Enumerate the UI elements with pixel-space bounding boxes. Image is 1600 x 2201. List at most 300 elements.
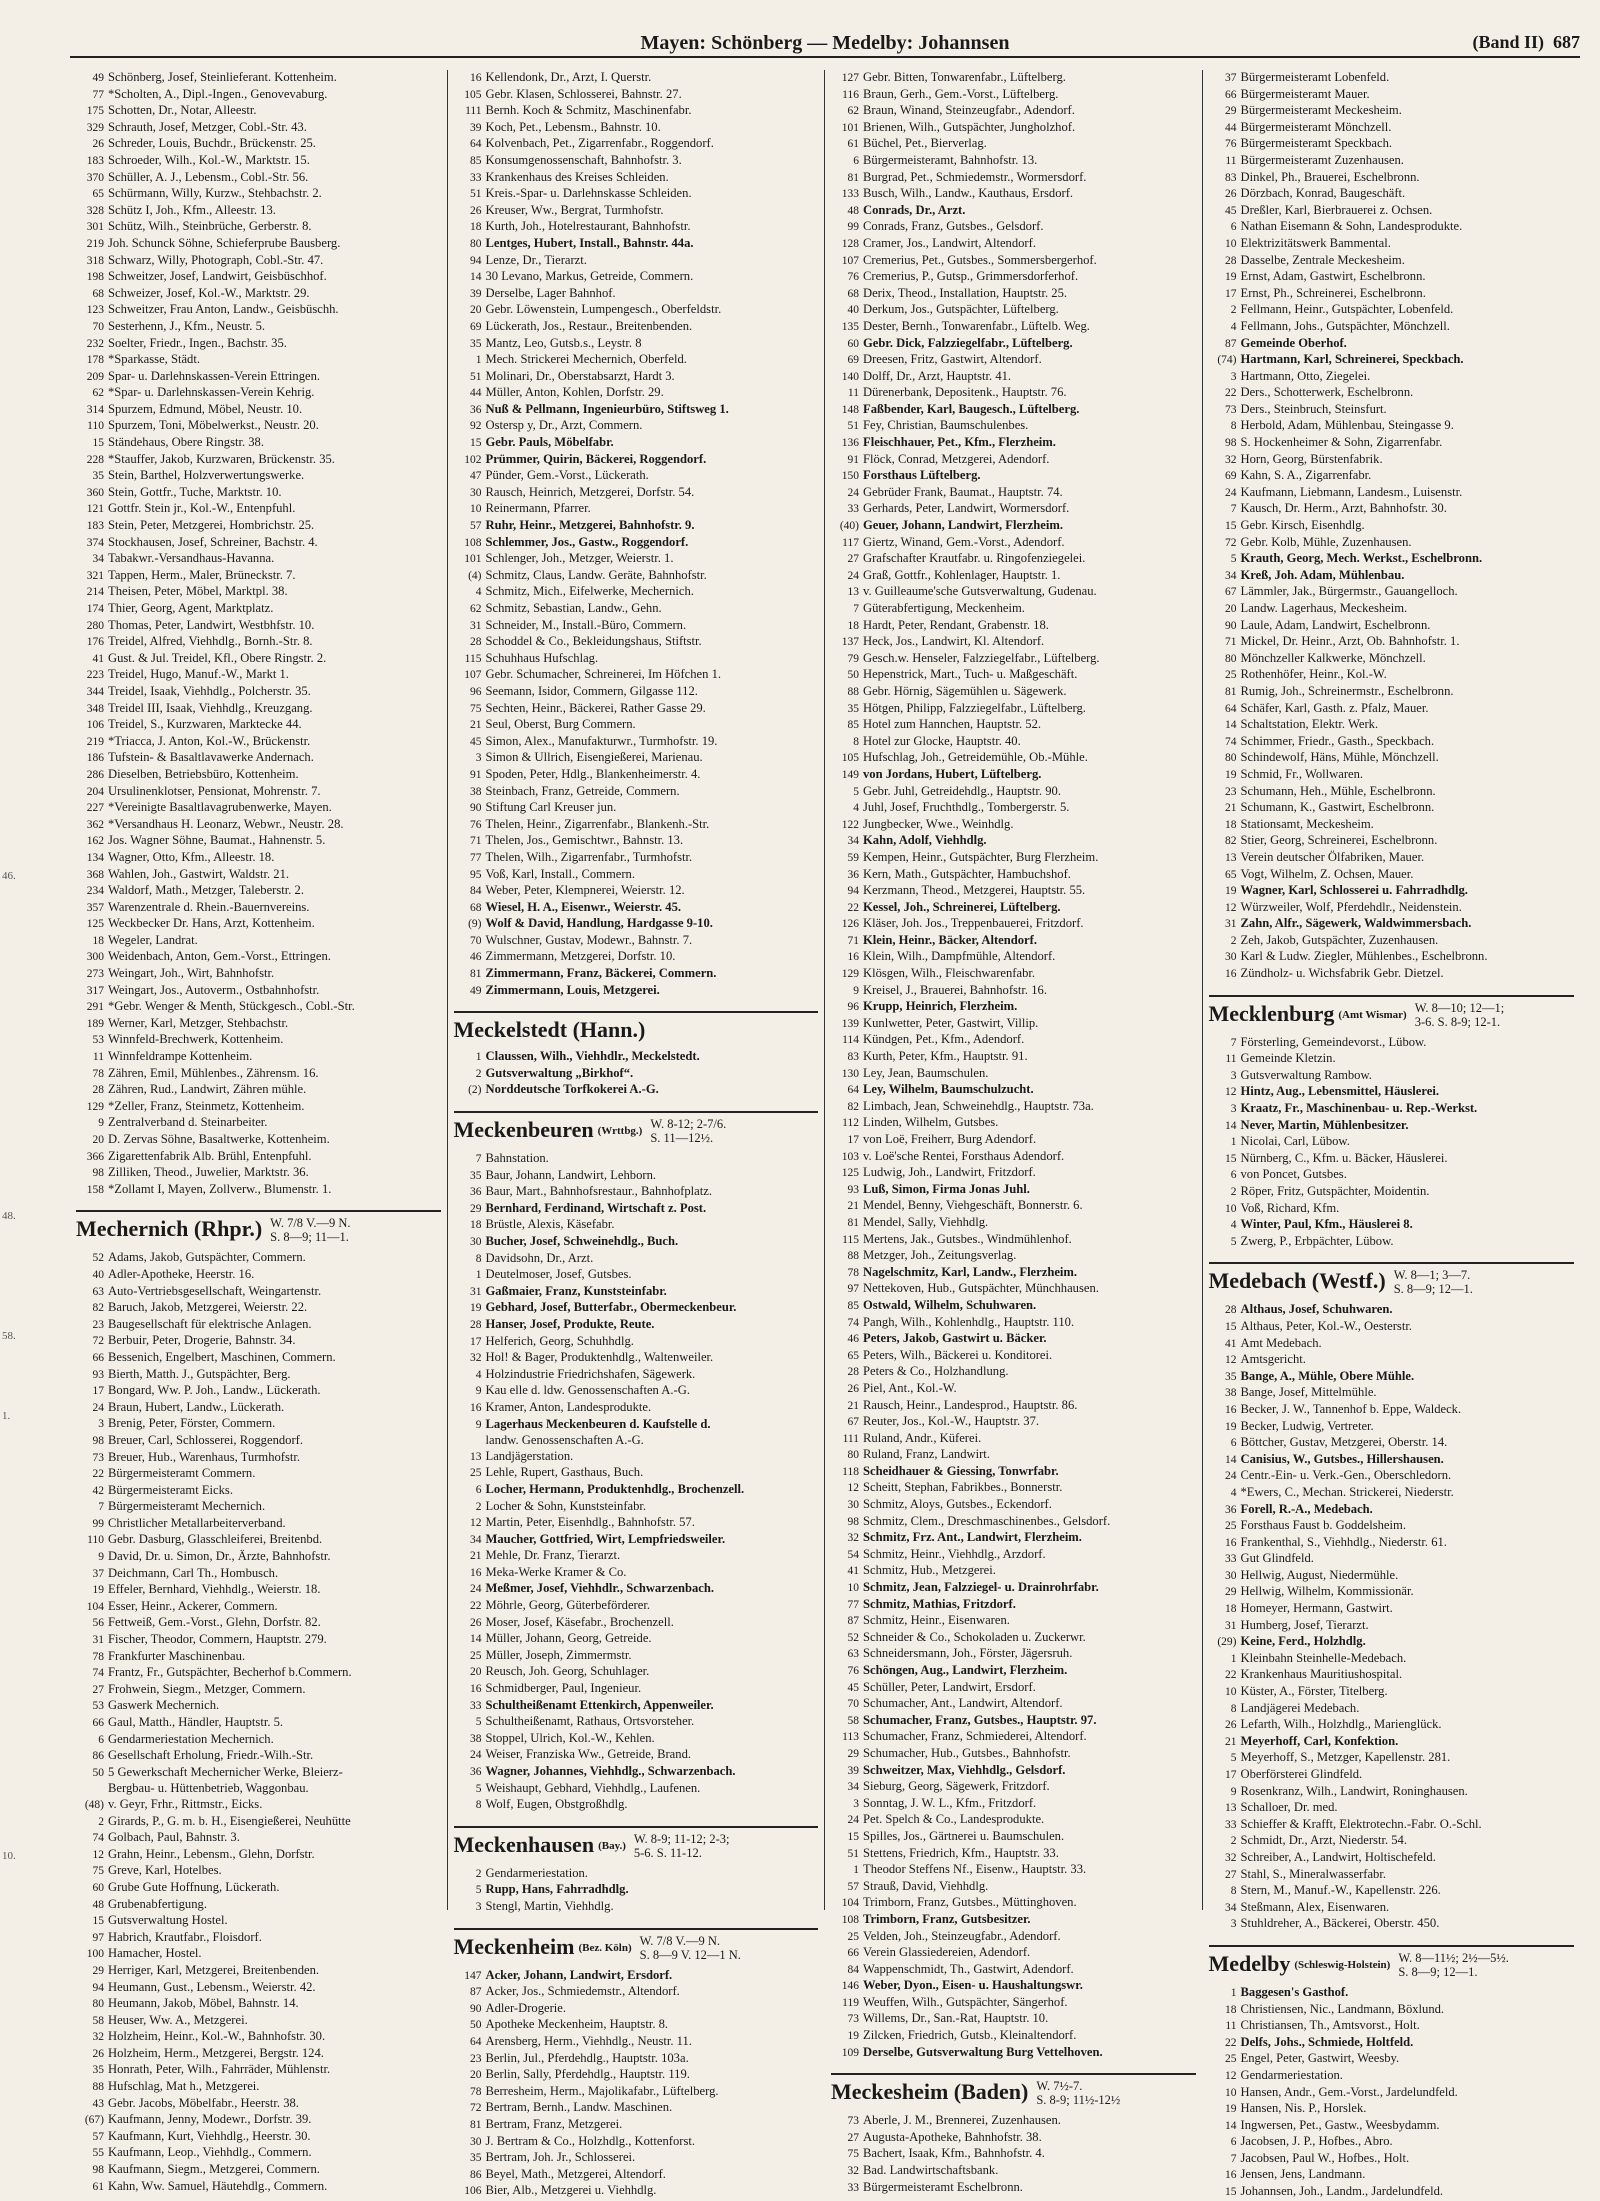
subscriber-name: Schaltstation, Elektr. Werk. (1240, 717, 1379, 732)
directory-entry (1209, 402, 1575, 419)
phone-number: 78 (847, 1266, 859, 1279)
subscriber-name: Gutsverwaltung „Birkhof“. (485, 1065, 634, 1080)
phone-number: 34 (847, 1781, 859, 1794)
subscriber-name: Sesterhenn, J., Kfm., Neustr. 5. (108, 318, 266, 333)
subscriber-name: Hellwig, August, Niedermühle. (1240, 1567, 1399, 1582)
phone-number: 40 (847, 304, 859, 317)
directory-entry (454, 1367, 819, 1384)
phone-number: 1 (475, 1051, 482, 1064)
subscriber-name: Bürgermeisteramt Speckbach. (1240, 136, 1393, 151)
phone-number: 74 (92, 1832, 104, 1845)
subscriber-name: Martin, Peter, Eisenhdlg., Bahnhofstr. 57. (485, 1515, 695, 1530)
phone-number: 38 (470, 785, 482, 798)
subscriber-name: Juhl, Josef, Fruchthdlg., Tombergerstr. 5. (863, 800, 1070, 815)
directory-entry (1209, 136, 1575, 153)
subscriber-name: Honrath, Peter, Wilh., Fahrräder, Mühlenstr. (108, 2062, 331, 2077)
subscriber-name: Schneider, M., Install.-Büro, Commern. (485, 617, 687, 632)
directory-entry (76, 1682, 441, 1699)
subscriber-name: Claussen, Wilh., Viehhdlr., Meckelstedt. (485, 1049, 700, 1064)
subscriber-name: Möhrle, Georg, Güterbeförderer. (485, 1598, 650, 1613)
phone-number: 16 (470, 1401, 482, 1414)
subscriber-name: Bürgermeisteramt Lobenfeld. (1240, 70, 1390, 84)
location-region: (Schleswig-Holstein) (1294, 1958, 1391, 1971)
directory-entry (831, 1945, 1196, 1962)
subscriber-name: Esser, Heinr., Ackerer, Commern. (108, 1598, 278, 1613)
phone-number: 87 (847, 1615, 859, 1628)
subscriber-name: Mertens, Jak., Gutsbes., Windmühlenhof. (863, 1231, 1072, 1246)
subscriber-name: Derselbe, Gutsverwaltung Burg Vettelhoven. (863, 2044, 1103, 2059)
subscriber-name: Nathan Eisemann & Sohn, Landesprodukte. (1240, 219, 1463, 234)
phone-number: 34 (92, 553, 104, 566)
subscriber-name: Althaus, Josef, Schuhwaren. (1240, 1302, 1393, 1317)
directory-entry (454, 385, 819, 402)
phone-number: 63 (92, 1285, 104, 1298)
phone-number: 7 (1230, 2152, 1237, 2165)
margin-mark: 10. (2, 1850, 16, 1862)
office-hours (640, 1934, 741, 1962)
subscriber-name: Limbach, Jean, Schweinehdlg., Hauptstr. 73a. (863, 1098, 1094, 1113)
phone-number: 45 (470, 735, 482, 748)
directory-entry (76, 1066, 441, 1083)
margin-mark: 1. (2, 1410, 11, 1422)
phone-number: 4 (853, 802, 859, 815)
directory-entry (76, 1980, 441, 1997)
subscriber-name: Kau elle d. ldw. Genossenschaften A.-G. (485, 1383, 690, 1398)
phone-number: 30 (470, 1236, 482, 1248)
subscriber-name: Bürgermeisteramt Eicks. (108, 1482, 233, 1497)
subscriber-name: Treidel, Isaak, Viehhdlg., Polcherstr. 35. (108, 683, 311, 698)
phone-number: 24 (470, 1749, 482, 1762)
phone-number: 115 (464, 652, 482, 665)
subscriber-name: Thier, Georg, Agent, Marktplatz. (108, 601, 274, 615)
directory-entry (831, 750, 1196, 767)
subscriber-name: Mönchzeller Kalkwerke, Mönchzell. (1240, 650, 1426, 665)
subscriber-name: Ruhr, Heinr., Metzgerei, Bahnhofstr. 9. (485, 518, 695, 533)
directory-entry (454, 1049, 819, 1066)
subscriber-name: Gebr. Klasen, Schlosserei, Bahnstr. 27. (485, 86, 682, 101)
subscriber-name: Lämmler, Jak., Bürgermstr., Gauangelloch. (1240, 584, 1458, 599)
phone-number: 228 (86, 453, 104, 466)
subscriber-name: Zilcken, Friedrich, Gutsb., Kleinaltendorf. (863, 2028, 1077, 2043)
directory-entry (454, 1300, 819, 1317)
directory-entry (831, 2180, 1196, 2197)
directory-column (825, 70, 1203, 2194)
subscriber-name: Zahn, Alfr., Sägewerk, Waldwimmersbach. (1240, 916, 1472, 931)
phone-number: 93 (847, 1183, 859, 1196)
directory-entry (1209, 1900, 1575, 1917)
phone-number: 44 (1225, 121, 1237, 134)
subscriber-name: Horn, Georg, Bürstenfabrik. (1240, 451, 1383, 466)
phone-number: 14 (470, 1633, 482, 1646)
directory-entry (76, 236, 441, 253)
subscriber-name: Stationsamt, Meckesheim. (1240, 816, 1374, 831)
phone-number: 328 (86, 204, 104, 217)
directory-entry (76, 1483, 441, 1500)
subscriber-name: Schönberg, Josef, Steinlieferant. Kottenheim. (108, 70, 337, 84)
subscriber-name: Hansen, Andr., Gem.-Vorst., Jardelundfeld. (1240, 2084, 1458, 2099)
phone-number: 183 (86, 154, 104, 167)
subscriber-name: Kreuser, Ww., Bergrat, Turmhofstr. (485, 202, 664, 217)
subscriber-name: Schieffer & Krafft, Elektrotechn.-Fabr. O.-Schl. (1240, 1816, 1482, 1831)
subscriber-name: Bertram, Joh. Jr., Schlosserei. (485, 2150, 636, 2165)
phone-number: (29) (1217, 1636, 1237, 1649)
phone-number: 101 (841, 121, 859, 134)
subscriber-name: Acker, Jos., Schmiedemstr., Altendorf. (485, 1984, 680, 1999)
subscriber-name: von Jordans, Hubert, Lüftelberg. (863, 766, 1042, 781)
phone-number: 3 (1230, 370, 1237, 383)
phone-number: 189 (86, 1017, 104, 1030)
office-hours-line: W. 8—11½; 2½—5½. (1398, 1950, 1509, 1965)
directory-entry (831, 1016, 1196, 1033)
subscriber-name: Weber, Peter, Klempnerei, Weierstr. 12. (485, 883, 685, 898)
directory-entry (831, 1265, 1196, 1282)
subscriber-name: Landw. Lagerhaus, Meckesheim. (1240, 601, 1408, 615)
phone-number: 75 (847, 2148, 859, 2161)
directory-entry (1209, 833, 1575, 850)
subscriber-name: Zündholz- u. Wichsfabrik Gebr. Dietzel. (1240, 966, 1444, 981)
directory-entry (831, 933, 1196, 950)
phone-number: 24 (92, 1401, 104, 1414)
phone-number: 61 (847, 138, 859, 151)
phone-number: 25 (470, 1649, 482, 1662)
phone-number: 78 (92, 1650, 104, 1663)
directory-entry (76, 933, 441, 950)
subscriber-name: Stoppel, Ulrich, Kol.-W., Kehlen. (485, 1730, 655, 1745)
subscriber-name: Oberförsterei Glindfeld. (1240, 1767, 1363, 1781)
subscriber-name: Schultheißenamt Ettenkirch, Appenweiler. (485, 1697, 714, 1712)
directory-entry (831, 833, 1196, 850)
directory-entry (1209, 1985, 1575, 2002)
phone-number: 13 (1225, 851, 1237, 864)
directory-entry (76, 817, 441, 834)
directory-entry (1209, 1518, 1575, 1535)
subscriber-name: Zentralverband d. Steinarbeiter. (108, 1115, 268, 1130)
subscriber-name: 5 Gewerkschaft Mechernicher Werke, Bleierz- (108, 1764, 343, 1779)
phone-number: 75 (92, 1865, 104, 1878)
phone-number: 26 (470, 1616, 482, 1629)
phone-number: 51 (847, 420, 859, 433)
subscriber-name: Wagner, Karl, Schlosserei u. Fahrradhdlg. (1240, 883, 1468, 898)
directory-entry (831, 634, 1196, 651)
directory-entry (454, 186, 819, 203)
directory-column (70, 70, 448, 2193)
phone-number: 26 (470, 204, 482, 217)
phone-number: 80 (847, 1449, 859, 1462)
phone-number: 65 (847, 1349, 859, 1362)
directory-entry (1209, 2118, 1575, 2135)
subscriber-name: Fettweiß, Gem.-Vorst., Glehn, Dorfstr. 82. (108, 1615, 321, 1630)
subscriber-name: Stein, Barthel, Holzverwertungswerke. (108, 468, 305, 483)
directory-entry (831, 1480, 1196, 1497)
subscriber-name: Lagerhaus Meckenbeuren d. Kaufstelle d. (485, 1416, 711, 1431)
directory-entry (76, 1532, 441, 1549)
phone-number: 26 (1225, 1719, 1237, 1732)
directory-entry (1209, 933, 1575, 950)
subscriber-name: *Versandhaus H. Leonarz, Webwr., Neustr. 28. (108, 816, 344, 831)
phone-number: 14 (470, 271, 482, 284)
phone-number: 33 (470, 171, 482, 184)
subscriber-name: J. Bertram & Co., Holzhdlg., Kottenforst. (485, 2133, 696, 2148)
subscriber-name: Weingart, Jos., Autoverm., Ostbahnhofstr. (108, 982, 320, 997)
subscriber-name: Dolff, Dr., Arzt, Hauptstr. 41. (863, 368, 1012, 383)
phone-number: 3 (1230, 1918, 1237, 1931)
subscriber-name: Schweitzer, Max, Viehhdlg., Gelsdorf. (863, 1762, 1066, 1777)
directory-entry (831, 2130, 1196, 2147)
subscriber-name: Molinari, Dr., Oberstabsarzt, Hardt 3. (485, 368, 675, 383)
directory-entry (76, 867, 441, 884)
band-label: (Band II) (1472, 32, 1544, 52)
subscriber-name: Kaufmann, Leop., Viehhdlg., Commern. (108, 2145, 312, 2160)
page-band-number (1472, 32, 1580, 53)
directory-entry (1209, 269, 1575, 286)
phone-number: 41 (1225, 1337, 1237, 1350)
phone-number: 19 (1225, 768, 1237, 781)
subscriber-name: Herriger, Karl, Metzgerei, Breitenbenden. (108, 1962, 320, 1977)
directory-entry (1209, 1402, 1575, 1419)
phone-number: 58 (92, 2014, 104, 2027)
directory-entry (831, 253, 1196, 270)
subscriber-name: Konsumgenossenschaft, Bahnhofstr. 3. (485, 152, 682, 167)
subscriber-name: Mickel, Dr. Heinr., Arzt, Ob. Bahnhofstr. 1. (1240, 634, 1460, 649)
subscriber-name: Ostersp y, Dr., Arzt, Commern. (485, 418, 643, 433)
directory-entry (831, 452, 1196, 469)
phone-number: 3 (475, 1900, 482, 1913)
subscriber-name: Meka-Werke Kramer & Co. (485, 1564, 627, 1579)
directory-entry (454, 750, 819, 767)
directory-entry (76, 1897, 441, 1914)
directory-entry (831, 319, 1196, 336)
subscriber-name: Geuer, Johann, Landwirt, Flerzheim. (863, 518, 1063, 533)
phone-number: 16 (1225, 1403, 1237, 1416)
location-name: Meckelstedt (Hann.) (453, 1017, 646, 1043)
location-heading (454, 1011, 819, 1043)
subscriber-name: Bier, Alb., Metzgerei u. Viehhdlg. (485, 2183, 657, 2198)
directory-entry (76, 319, 441, 336)
subscriber-name: Schütz I, Joh., Kfm., Alleestr. 13. (108, 202, 276, 217)
directory-entry (454, 1681, 819, 1698)
location-heading (831, 2073, 1196, 2107)
directory-entry (1209, 1767, 1575, 1784)
phone-number: 20 (470, 2069, 482, 2082)
subscriber-name: Bürgermeisteramt Commern. (108, 1466, 256, 1481)
directory-entry (831, 1929, 1196, 1946)
directory-entry (76, 1499, 441, 1516)
subscriber-name: Cramer, Jos., Landwirt, Altendorf. (863, 235, 1036, 250)
subscriber-name: Reinermann, Pfarrer. (485, 501, 591, 516)
subscriber-name: Wahlen, Joh., Gastwirt, Waldstr. 21. (108, 866, 290, 881)
phone-number: 108 (464, 536, 482, 549)
phone-number: 27 (92, 1683, 104, 1696)
directory-entry (76, 833, 441, 850)
phone-number: 178 (86, 354, 104, 367)
phone-number: 150 (841, 470, 859, 483)
subscriber-name: Schotten, Dr., Notar, Alleestr. (108, 103, 257, 118)
phone-number: 140 (841, 370, 859, 383)
phone-number: 8 (475, 1252, 482, 1265)
directory-entry (454, 103, 819, 120)
directory-entry (831, 1530, 1196, 1547)
directory-entry (76, 1132, 441, 1149)
directory-entry (76, 1383, 441, 1400)
phone-number: 8 (1230, 420, 1237, 433)
directory-entry (454, 1350, 819, 1367)
office-hours-line: S. 8—9; 12—1. (1393, 1282, 1473, 1297)
phone-number: 122 (841, 818, 859, 831)
phone-number: 33 (847, 2181, 859, 2194)
phone-number: 2 (1230, 304, 1237, 317)
directory-entry (1209, 800, 1575, 817)
directory-entry (454, 1648, 819, 1665)
phone-number: 19 (1225, 2103, 1237, 2116)
phone-number: 85 (847, 1299, 859, 1312)
directory-entry (1209, 2184, 1575, 2201)
office-hours-line: W. 8—1; 3—7. (1393, 1268, 1471, 1283)
directory-entry (831, 485, 1196, 502)
subscriber-name: Forsthaus Faust b. Goddelsheim. (1240, 1518, 1406, 1533)
phone-number: 136 (841, 437, 859, 450)
subscriber-name: Hol! & Bager, Produktenhdlg., Waltenweiler. (485, 1350, 714, 1365)
phone-number: 94 (470, 254, 482, 267)
phone-number: 82 (1225, 835, 1237, 848)
subscriber-name: Kellendonk, Dr., Arzt, I. Querstr. (485, 70, 652, 84)
phone-number: 79 (847, 652, 859, 665)
subscriber-name: Büchel, Pet., Bierverlag. (863, 136, 987, 151)
subscriber-name: Bertram, Bernh., Landw. Maschinen. (485, 2100, 673, 2115)
subscriber-name: Keine, Ferd., Holzhdlg. (1240, 1634, 1366, 1649)
subscriber-name: Ruland, Franz, Landwirt. (863, 1447, 990, 1462)
directory-entry (831, 817, 1196, 834)
subscriber-name: Gebr. Hörnig, Sägemühlen u. Sägewerk. (863, 683, 1067, 698)
office-hours-line: S. 8—9 V. 12—1 N. (639, 1947, 741, 1962)
directory-entry (831, 418, 1196, 435)
phone-number: (67) (84, 2114, 104, 2127)
subscriber-name: Heck, Jos., Landwirt, Kl. Altendorf. (863, 634, 1045, 649)
phone-number: 280 (86, 619, 104, 632)
directory-entry (831, 1082, 1196, 1099)
subscriber-name: Dürenerbank, Depositenk., Hauptstr. 76. (863, 385, 1067, 400)
directory-entry (831, 286, 1196, 303)
phone-number: 32 (1225, 1851, 1237, 1864)
directory-entry (831, 1713, 1196, 1730)
directory-entry (76, 1649, 441, 1666)
phone-number: 31 (470, 1285, 482, 1298)
directory-entry (454, 120, 819, 137)
directory-entry (76, 1317, 441, 1334)
phone-number: 110 (87, 1534, 104, 1547)
subscriber-name: Never, Martin, Mühlenbesitzer. (1240, 1117, 1409, 1132)
phone-number: 74 (1225, 735, 1237, 748)
directory-entry (1209, 734, 1575, 751)
directory-entry (76, 1732, 441, 1749)
subscriber-name: Homeyer, Hermann, Gastwirt. (1240, 1601, 1393, 1616)
directory-entry (831, 1414, 1196, 1431)
phone-number: 9 (1230, 1785, 1237, 1798)
directory-entry (831, 1597, 1196, 1614)
directory-entry (454, 153, 819, 170)
subscriber-name: Schöngen, Aug., Landwirt, Flerzheim. (863, 1663, 1068, 1677)
phone-number: 7 (475, 1153, 482, 1166)
phone-number: 301 (86, 221, 104, 234)
directory-entry (1209, 1234, 1575, 1251)
phone-number: 28 (847, 1366, 859, 1379)
directory-entry (1209, 1134, 1575, 1151)
subscriber-name: Schneider & Co., Schokoladen u. Zuckerwr. (863, 1629, 1086, 1644)
phone-number: 23 (470, 2052, 482, 2065)
directory-entry (76, 2162, 441, 2179)
subscriber-name: Landjägerstation. (485, 1448, 574, 1463)
directory-entry (1209, 1485, 1575, 1502)
phone-number: 13 (847, 586, 859, 599)
phone-number: 115 (842, 1233, 859, 1246)
phone-number: 9 (98, 1117, 104, 1130)
subscriber-name: Burgrad, Pet., Schmiedemstr., Wormersdorf. (863, 169, 1087, 184)
subscriber-name: Gottfr. Stein jr., Kol.-W., Entenpfuhl. (108, 501, 296, 516)
subscriber-name: Simon & Ullrich, Eisengießerei, Marienau. (485, 750, 703, 765)
directory-entry (454, 1465, 819, 1482)
directory-entry (454, 2084, 819, 2101)
subscriber-name: v. Guilleaume'sche Gutsverwaltung, Gudenau. (863, 584, 1097, 599)
subscriber-name: Krankenhaus des Kreises Schleiden. (485, 169, 669, 184)
phone-number: 17 (470, 1335, 482, 1348)
phone-number: 14 (1225, 1119, 1237, 1132)
subscriber-name: Gebr. Kolb, Mühle, Zuzenhausen. (1240, 534, 1412, 549)
directory-entry (1209, 2085, 1575, 2102)
location-heading (1209, 995, 1575, 1029)
subscriber-name: Flöck, Conrad, Metzgerei, Adendorf. (863, 451, 1050, 466)
phone-number: 4 (1230, 1486, 1237, 1499)
phone-number: 17 (847, 1134, 859, 1146)
phone-number: 12 (1225, 901, 1237, 914)
directory-entry (831, 1232, 1196, 1249)
subscriber-name: Ludwig, Joh., Landwirt, Fritzdorf. (863, 1165, 1036, 1180)
phone-number: (2) (468, 1084, 482, 1097)
phone-number: 110 (87, 420, 104, 433)
phone-number: 2 (475, 1867, 482, 1880)
phone-number: 273 (86, 968, 104, 981)
directory-entry (454, 584, 819, 601)
directory-entry (76, 1082, 441, 1099)
phone-number: 24 (847, 569, 859, 582)
phone-number: 5 (475, 1884, 482, 1897)
phone-number: 15 (1225, 520, 1237, 533)
subscriber-name: Humberg, Josef, Tierarzt. (1240, 1617, 1369, 1632)
directory-entry (1209, 1035, 1575, 1052)
phone-number: 118 (842, 1465, 859, 1478)
subscriber-name: Wiesel, H. A., Eisenwr., Weierstr. 45. (485, 899, 682, 914)
directory-entry (1209, 2134, 1575, 2151)
subscriber-name: Rausch, Heinr., Landesprod., Hauptstr. 86. (863, 1397, 1078, 1412)
phone-number: 62 (92, 387, 104, 400)
subscriber-name: Frankenthal, S., Viehhdlg., Niederstr. 61. (1240, 1534, 1447, 1549)
subscriber-name: Forell, R.-A., Medebach. (1240, 1501, 1373, 1516)
subscriber-name: Gebr. Schumacher, Schreinerei, Im Höfchen 1. (485, 667, 722, 682)
directory-entry (831, 800, 1196, 817)
phone-number: 11 (1225, 154, 1237, 167)
directory-entry (454, 319, 819, 336)
directory-entry (831, 186, 1196, 203)
subscriber-name: Gutsverwaltung Hostel. (108, 1913, 228, 1928)
office-hours (270, 1216, 350, 1244)
phone-number: 61 (92, 2180, 104, 2193)
phone-number: 16 (470, 1566, 482, 1579)
subscriber-name: Schmitz, Claus, Landw. Geräte, Bahnhofstr. (485, 567, 707, 582)
directory-entry (76, 501, 441, 518)
directory-entry (454, 1267, 819, 1284)
subscriber-name: Winnfeld-Brechwerk, Kottenheim. (108, 1032, 284, 1047)
directory-entry (831, 2113, 1196, 2130)
phone-number: 8 (475, 1799, 482, 1812)
directory-entry (76, 2046, 441, 2063)
